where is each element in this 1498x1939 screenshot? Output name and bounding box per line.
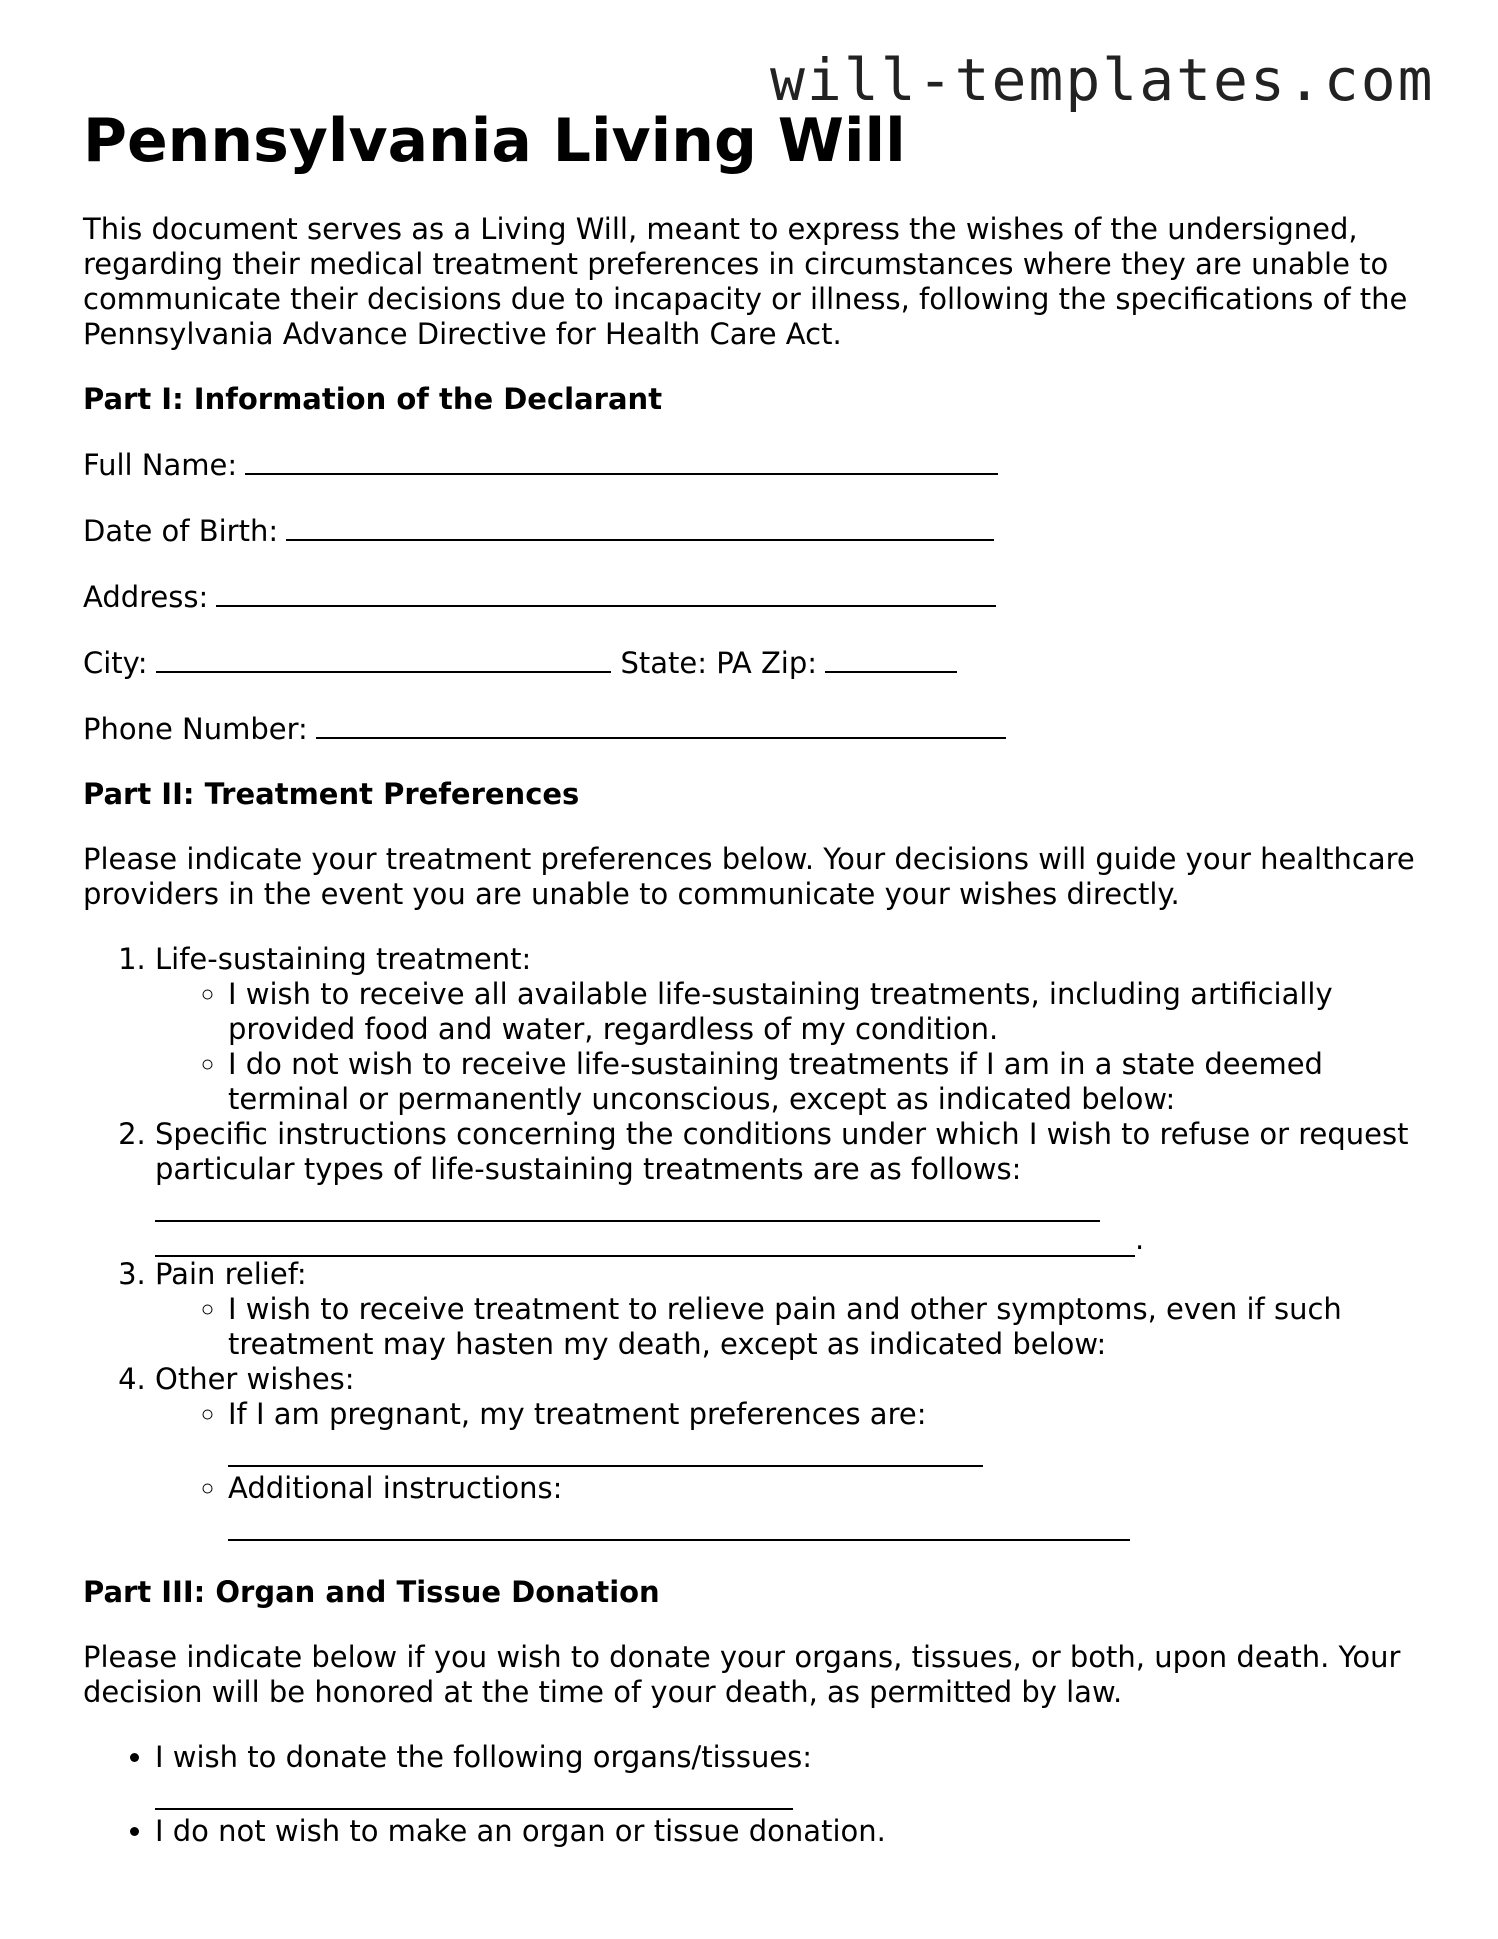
- item4-additional: [228, 1471, 1423, 1541]
- address-blank[interactable]: [216, 578, 996, 607]
- instructions-blank-2[interactable]: [155, 1222, 1135, 1257]
- phone-blank[interactable]: [316, 710, 1006, 739]
- address-label: Address:: [83, 580, 209, 614]
- item4-pregnant: [228, 1397, 1423, 1467]
- item3-options: [155, 1292, 1423, 1362]
- item1-option-b: ◦ I do not wish to receive life-sustaining treatments if I am in a state deemed terminal or permanently unconscious, except as indicated below:: [228, 1047, 1423, 1117]
- item3-option-a: ◦ I wish to receive treatment to relieve pain and other symptoms, even if such treatment may hasten my death, except as indicated below:: [228, 1292, 1423, 1362]
- donate-blank[interactable]: [155, 1775, 793, 1810]
- part3-intro: Please indicate below if you wish to donate your organs, tissues, or both, upon death. Your decision will be honored at the time of your death, as permitted by law.: [83, 1640, 1401, 1709]
- item3-label: Pain relief:: [155, 1257, 307, 1291]
- phone-field: [83, 710, 1423, 747]
- full-name-field: [83, 446, 1423, 483]
- city-label: City:: [83, 646, 148, 680]
- item1-label: Life-sustaining treatment:: [155, 942, 532, 976]
- zip-blank[interactable]: [825, 644, 957, 673]
- part2-intro: Please indicate your treatment preferences below. Your decisions will guide your healthcare providers in the event you are unable to communicate your wishes directly.: [83, 842, 1415, 911]
- city-blank[interactable]: [156, 644, 611, 673]
- list-item: [155, 1117, 1423, 1257]
- watermark: will-templates.com: [770, 46, 1435, 114]
- donate-label: I wish to donate the following organs/tissues:: [155, 1740, 813, 1774]
- phone-label: Phone Number:: [83, 712, 308, 746]
- donate-item: [155, 1740, 1423, 1810]
- document-page: [83, 102, 1423, 1849]
- list-item: [155, 942, 1423, 1117]
- no-donate-item: • I do not wish to make an organ or tissue donation.: [155, 1814, 1423, 1849]
- instructions-blank-1[interactable]: [155, 1187, 1100, 1222]
- item4-options: [155, 1397, 1423, 1541]
- pregnant-label: If I am pregnant, my treatment preferences are:: [228, 1397, 927, 1431]
- page-title: Pennsylvania Living Will: [83, 106, 906, 176]
- list-item: [155, 1257, 1423, 1362]
- city-state-zip-field: [83, 644, 1423, 681]
- part3-heading: Part III: Organ and Tissue Donation: [83, 1575, 660, 1609]
- part1-heading: Part I: Information of the Declarant: [83, 382, 663, 416]
- full-name-label: Full Name:: [83, 448, 238, 482]
- item1-option-a: ◦ I wish to receive all available life-sustaining treatments, including artificially provided food and water, regardless of my condition.: [228, 977, 1423, 1047]
- item4-label: Other wishes:: [155, 1362, 355, 1396]
- dob-field: [83, 512, 1423, 549]
- treatment-list: [83, 942, 1423, 1541]
- dob-blank[interactable]: [286, 512, 994, 541]
- dob-label: Date of Birth:: [83, 514, 279, 548]
- pregnant-blank[interactable]: [228, 1432, 983, 1467]
- item2-period: .: [1135, 1222, 1145, 1256]
- donation-list: [83, 1740, 1423, 1849]
- state-zip-label: State: PA Zip:: [620, 646, 818, 680]
- part2-heading: Part II: Treatment Preferences: [83, 777, 580, 811]
- address-field: [83, 578, 1423, 615]
- item1-options: [155, 977, 1423, 1117]
- additional-label: Additional instructions:: [228, 1471, 563, 1505]
- list-item: [155, 1362, 1423, 1541]
- intro-paragraph: This document serves as a Living Will, meant to express the wishes of the undersigned, regarding their medical treatment preferences in circumstances where they are unable to communicate their decisions due to incapacity or illness, following the specifications of the Pennsylvania Advance Directive for Health Care Act.: [83, 212, 1408, 351]
- item2-label: Specific instructions concerning the conditions under which I wish to refuse or request particular types of life-sustaining treatments are as follows:: [155, 1117, 1409, 1186]
- full-name-blank[interactable]: [245, 446, 998, 475]
- additional-blank[interactable]: [228, 1506, 1130, 1541]
